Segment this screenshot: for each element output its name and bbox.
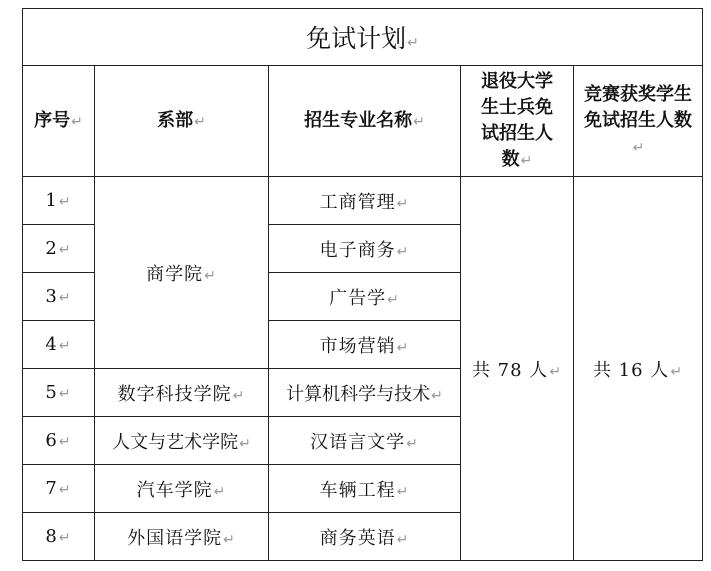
competition-total: 共 16 人↵ [574, 177, 703, 561]
row-index: 5↵ [23, 369, 95, 417]
header-major: 招生专业名称↵ [269, 66, 461, 177]
row-department: 数字科技学院↵ [95, 369, 269, 417]
paragraph-mark-icon: ↵ [396, 243, 410, 260]
paragraph-mark-icon: ↵ [204, 267, 217, 284]
paragraph-mark-icon: ↵ [71, 113, 83, 130]
row-major: 电子商务↵ [269, 225, 461, 273]
row-major: 汉语言文学↵ [269, 417, 461, 465]
row-index: 6↵ [23, 417, 95, 465]
paragraph-mark-icon: ↵ [58, 386, 72, 402]
table-row [23, 177, 703, 225]
row-index: 3↵ [23, 273, 95, 321]
paragraph-mark-icon: ↵ [406, 435, 419, 452]
title-text: 免试计划 [306, 24, 407, 53]
header-competition: 竞赛获奖学生免试招生人数↵ [574, 66, 703, 177]
row-major: 广告学↵ [269, 273, 461, 321]
row-index: 8↵ [23, 513, 95, 561]
paragraph-mark-icon: ↵ [520, 152, 533, 169]
exemption-plan-table [22, 8, 703, 561]
paragraph-mark-icon: ↵ [58, 530, 72, 546]
row-major: 市场营销↵ [269, 321, 461, 369]
paragraph-mark-icon: ↵ [194, 113, 206, 130]
paragraph-mark-icon: ↵ [396, 339, 410, 356]
row-department: 汽车学院↵ [95, 465, 269, 513]
paragraph-mark-icon: ↵ [58, 482, 72, 498]
row-index: 4↵ [23, 321, 95, 369]
paragraph-mark-icon: ↵ [396, 483, 410, 500]
paragraph-mark-icon: ↵ [670, 363, 684, 380]
paragraph-mark-icon: ↵ [407, 35, 419, 51]
paragraph-mark-icon: ↵ [239, 435, 251, 452]
veteran-total: 共 78 人↵ [461, 177, 574, 561]
paragraph-mark-icon: ↵ [396, 195, 410, 212]
row-major: 车辆工程↵ [269, 465, 461, 513]
paragraph-mark-icon: ↵ [387, 291, 400, 308]
paragraph-mark-icon: ↵ [413, 113, 425, 130]
paragraph-mark-icon: ↵ [396, 531, 410, 548]
row-index: 1↵ [23, 177, 95, 225]
header-department: 系部↵ [95, 66, 269, 177]
header-index: 序号↵ [23, 66, 95, 177]
paragraph-mark-icon: ↵ [632, 139, 645, 156]
paragraph-mark-icon: ↵ [223, 531, 236, 548]
row-index: 7↵ [23, 465, 95, 513]
row-department: 人文与艺术学院↵ [95, 417, 269, 465]
paragraph-mark-icon: ↵ [431, 387, 443, 404]
paragraph-mark-icon: ↵ [58, 338, 72, 354]
paragraph-mark-icon: ↵ [58, 434, 72, 450]
row-major: 计算机科学与技术↵ [269, 369, 461, 417]
row-index: 2↵ [23, 225, 95, 273]
row-major: 工商管理↵ [269, 177, 461, 225]
row-department: 外国语学院↵ [95, 513, 269, 561]
paragraph-mark-icon: ↵ [58, 290, 72, 306]
row-major: 商务英语↵ [269, 513, 461, 561]
table-title [23, 9, 703, 66]
paragraph-mark-icon: ↵ [232, 387, 246, 404]
row-department: 商学院↵ [95, 177, 269, 369]
paragraph-mark-icon: ↵ [58, 194, 72, 210]
paragraph-mark-icon: ↵ [213, 483, 227, 500]
paragraph-mark-icon: ↵ [549, 363, 563, 380]
header-veteran: 退役大学生士兵免试招生人数↵ [461, 66, 574, 177]
paragraph-mark-icon: ↵ [58, 242, 72, 258]
